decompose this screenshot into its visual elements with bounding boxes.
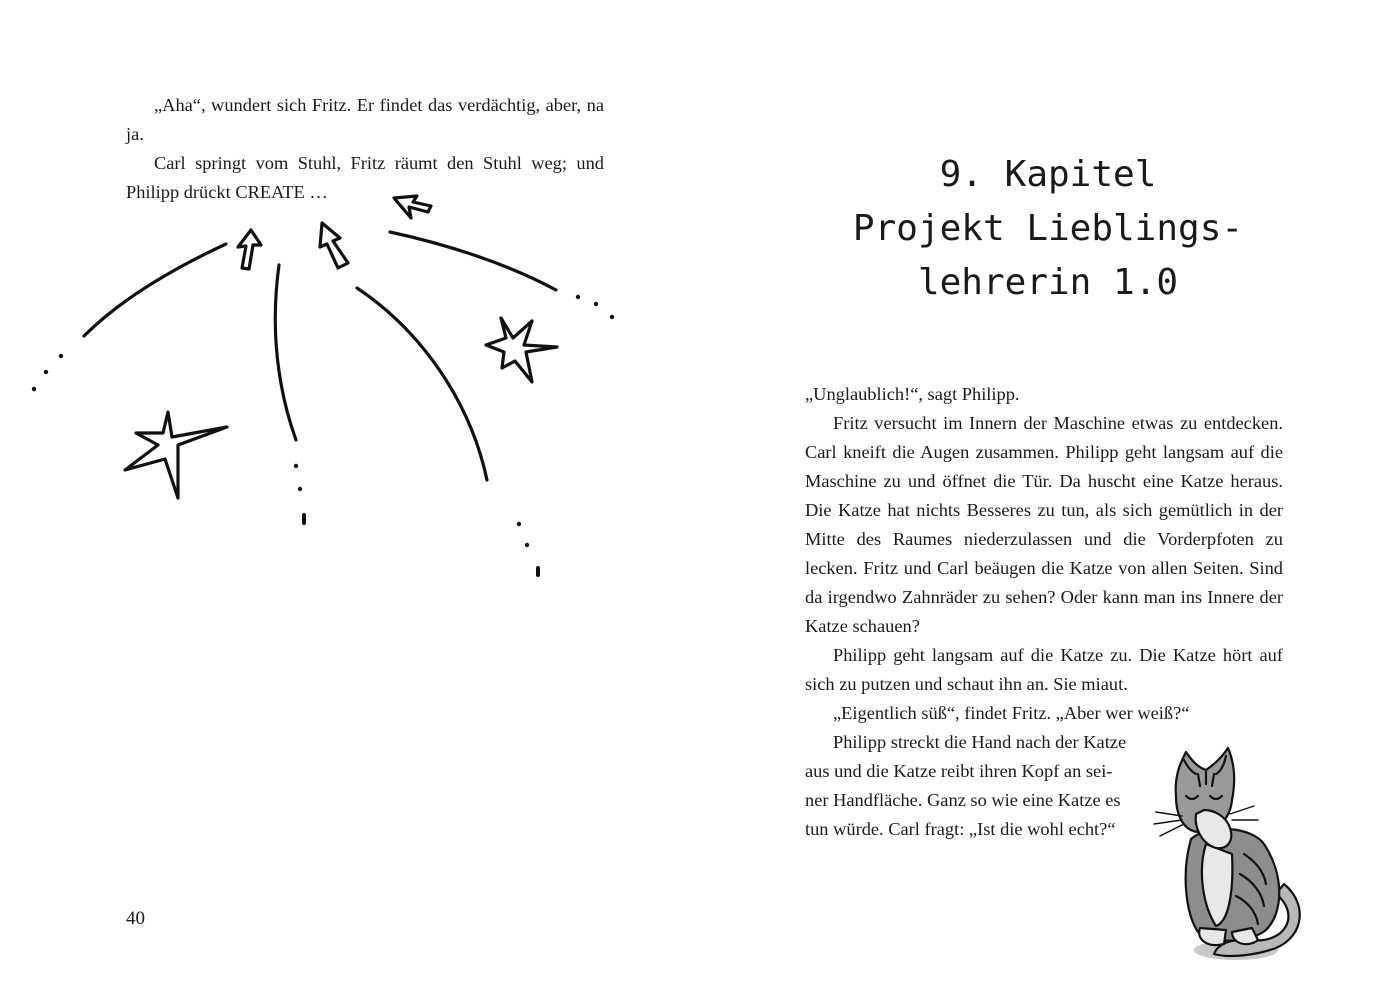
paragraph: „Unglaublich!“, sagt Philipp. — [805, 384, 1020, 404]
wrapped-line: Philipp streckt die Hand nach der Katze — [833, 732, 1127, 752]
arrow-up-icon — [320, 223, 348, 268]
star-icon — [125, 412, 227, 498]
paragraph: Philipp geht langsam auf die Katze zu. Die Katze hört auf sich zu putzen und schaut ihn an. Sie miaut. — [805, 645, 1283, 694]
wrapped-line: aus und die Katze reibt ihren Kopf an sei- — [805, 761, 1113, 781]
paragraph: „Aha“, wundert sich Fritz. Er findet das verdächtig, aber, na ja. — [126, 95, 604, 144]
swoosh-line — [275, 265, 296, 440]
paragraph: Carl springt vom Stuhl, Fritz räumt den Stuhl weg; und Philipp drückt CREATE … — [126, 153, 604, 202]
arrows-stars-illustration — [0, 0, 698, 620]
page-number: 40 — [126, 908, 145, 929]
arrow-up-icon — [238, 230, 261, 269]
chapter-title — [808, 148, 1288, 310]
chapter-title-line: 9. Kapitel — [939, 154, 1157, 195]
swoosh-line — [390, 232, 556, 290]
wrapped-line: ner Handfläche. Ganz so wie eine Katze es — [805, 790, 1121, 810]
wrapped-line: tun würde. Carl fragt: „Ist die wohl echt?“ — [805, 819, 1116, 839]
paragraph: „Eigentlich süß“, findet Fritz. „Aber wer weiß?“ — [833, 703, 1190, 723]
star-icon — [486, 318, 557, 382]
chapter-title-line: lehrerin 1.0 — [917, 262, 1179, 303]
swoosh-line — [357, 288, 487, 480]
chapter-title-line: Projekt Lieblings- — [852, 208, 1244, 249]
paragraph: Fritz versucht im Innern der Maschine etwas zu entdecken. Carl kneift die Augen zusammen. Philipp geht langsam auf die Maschine zu und öffnet die Tür. Da huscht eine Katze heraus. Die Katze hat nichts Besseres zu tun, als sich gemütlich in der Mitte des Raumes niederzulassen und die Vorderpfoten zu lecken. Fritz und Carl beäugen die Katze von allen Seiten. Sind da irgendwo Zahnräder zu sehen? Oder kann man ins Innere der Katze schauen? — [805, 413, 1283, 636]
swoosh-line — [84, 244, 226, 336]
cat-illustration — [1136, 744, 1316, 966]
arrow-left-up-icon — [394, 196, 431, 218]
